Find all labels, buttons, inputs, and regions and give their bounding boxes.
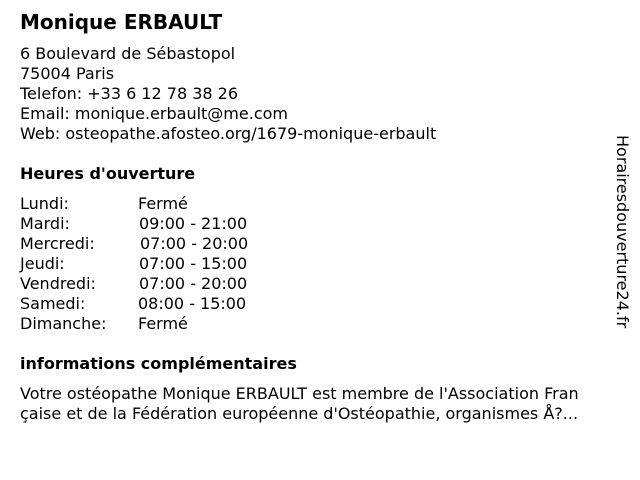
day-label: Mercredi:: [20, 234, 95, 253]
time-value: Fermé: [138, 194, 188, 213]
description-line-2: çaise et de la Fédération européenne d'Ostéopathie, organismes Å?...: [20, 404, 579, 423]
description-line-1: Votre ostéopathe Monique ERBAULT est membre de l'Association Fran: [20, 384, 579, 403]
day-label: Dimanche:: [20, 314, 107, 333]
day-label: Jeudi:: [20, 254, 65, 273]
hours-row-thursday: [20, 254, 320, 274]
time-value: 07:00 - 15:00: [139, 254, 248, 273]
hours-row-tuesday: [20, 214, 320, 234]
web-line: Web: osteopathe.afosteo.org/1679-monique-erbault: [20, 124, 437, 143]
hours-row-monday: [20, 194, 320, 214]
day-label: Vendredi:: [20, 274, 96, 293]
time-value: 07:00 - 20:00: [140, 234, 249, 253]
opening-hours-heading: Heures d'ouverture: [20, 164, 196, 183]
day-label: Samedi:: [20, 294, 86, 313]
time-value: 07:00 - 20:00: [139, 274, 248, 293]
address-city: 75004 Paris: [20, 64, 115, 83]
email-line: Email: monique.erbault@me.com: [20, 104, 288, 123]
time-value: 08:00 - 15:00: [138, 294, 247, 313]
day-label: Lundi:: [20, 194, 69, 213]
description-text: [20, 384, 626, 424]
time-value: Fermé: [138, 314, 188, 333]
business-name: Monique ERBAULT: [20, 10, 223, 34]
hours-row-friday: [20, 274, 320, 294]
address-street: 6 Boulevard de Sébastopol: [20, 44, 236, 63]
day-label: Mardi:: [20, 214, 70, 233]
time-value: 09:00 - 21:00: [139, 214, 248, 233]
hours-row-wednesday: [20, 234, 320, 254]
hours-row-saturday: [20, 294, 320, 314]
brand-watermark: Horairesdouverture24.fr: [613, 135, 632, 329]
phone-line: Telefon: +33 6 12 78 38 26: [20, 84, 239, 103]
additional-info-heading: informations complémentaires: [20, 354, 297, 373]
hours-row-sunday: [20, 314, 320, 334]
